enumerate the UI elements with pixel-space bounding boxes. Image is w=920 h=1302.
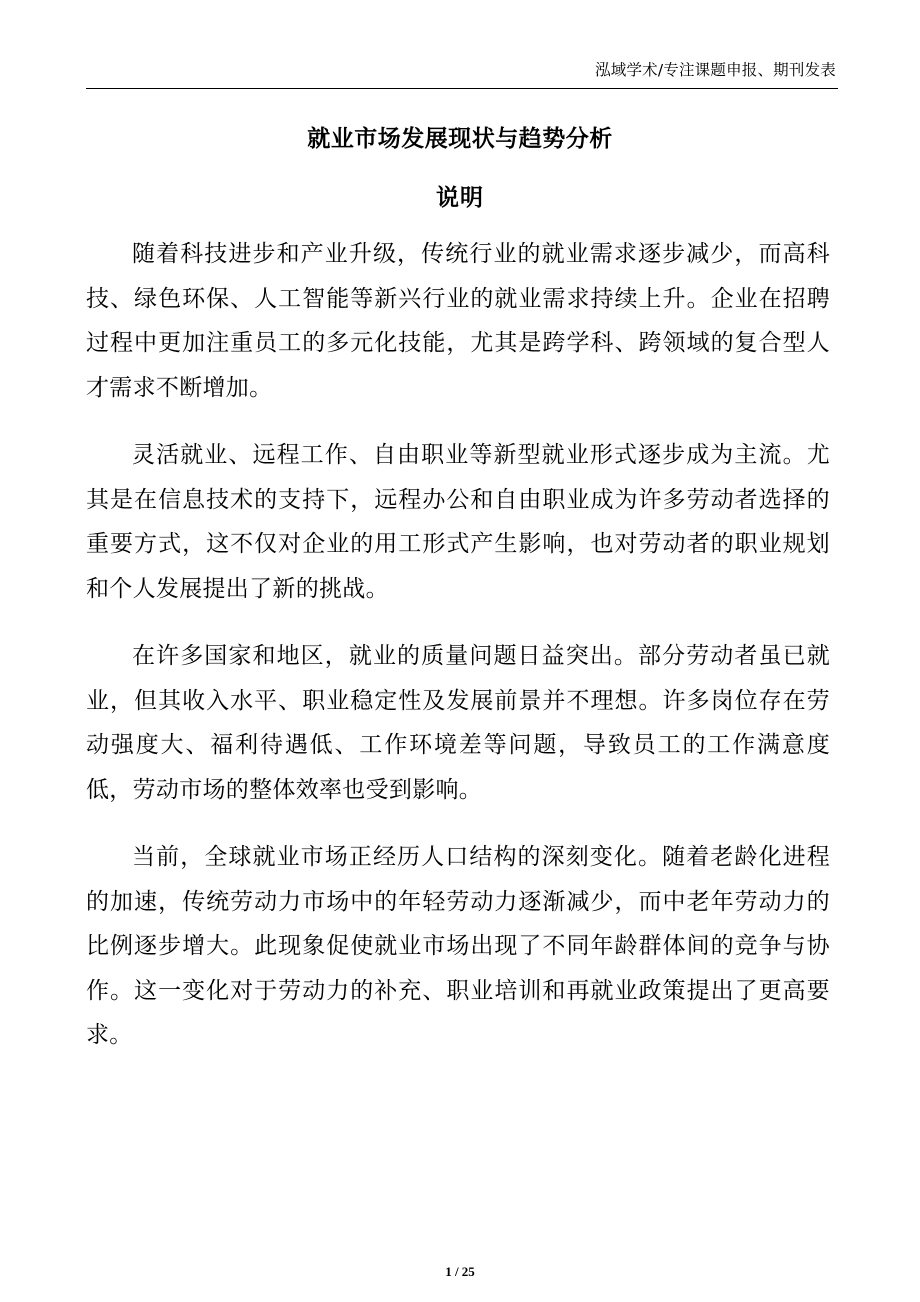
paragraph: 灵活就业、远程工作、自由职业等新型就业形式逐步成为主流。尤其是在信息技术的支持下，远程办公和自由职业成为许多劳动者选择的重要方式，这不仅对企业的用工形式产生影响，也对劳动者的职业规划和个人发展提出了新的挑战。 — [86, 442, 830, 602]
document-body — [86, 232, 830, 1081]
header-divider — [86, 88, 838, 89]
page-header-text: 泓域学术/专注课题申报、期刊发表 — [595, 61, 836, 79]
document-title: 就业市场发展现状与趋势分析 — [307, 126, 613, 152]
section-heading: 说明 — [436, 185, 484, 211]
paragraph: 随着科技进步和产业升级，传统行业的就业需求逐步减少，而高科技、绿色环保、人工智能等新兴行业的就业需求持续上升。企业在招聘过程中更加注重员工的多元化技能，尤其是跨学科、跨领域的复合型人才需求不断增加。 — [86, 241, 830, 401]
paragraph: 在许多国家和地区，就业的质量问题日益突出。部分劳动者虽已就业，但其收入水平、职业稳定性及发展前景并不理想。许多岗位存在劳动强度大、福利待遇低、工作环境差等问题，导致员工的工作满意度低，劳动市场的整体效率也受到影响。 — [86, 643, 830, 803]
page-number: 1 / 25 — [445, 1264, 475, 1279]
paragraph: 当前，全球就业市场正经历人口结构的深刻变化。随着老龄化进程的加速，传统劳动力市场中的年轻劳动力逐渐减少，而中老年劳动力的比例逐步增大。此现象促使就业市场出现了不同年龄群体间的竞争与协作。这一变化对于劳动力的补充、职业培训和再就业政策提出了更高要求。 — [86, 844, 830, 1048]
